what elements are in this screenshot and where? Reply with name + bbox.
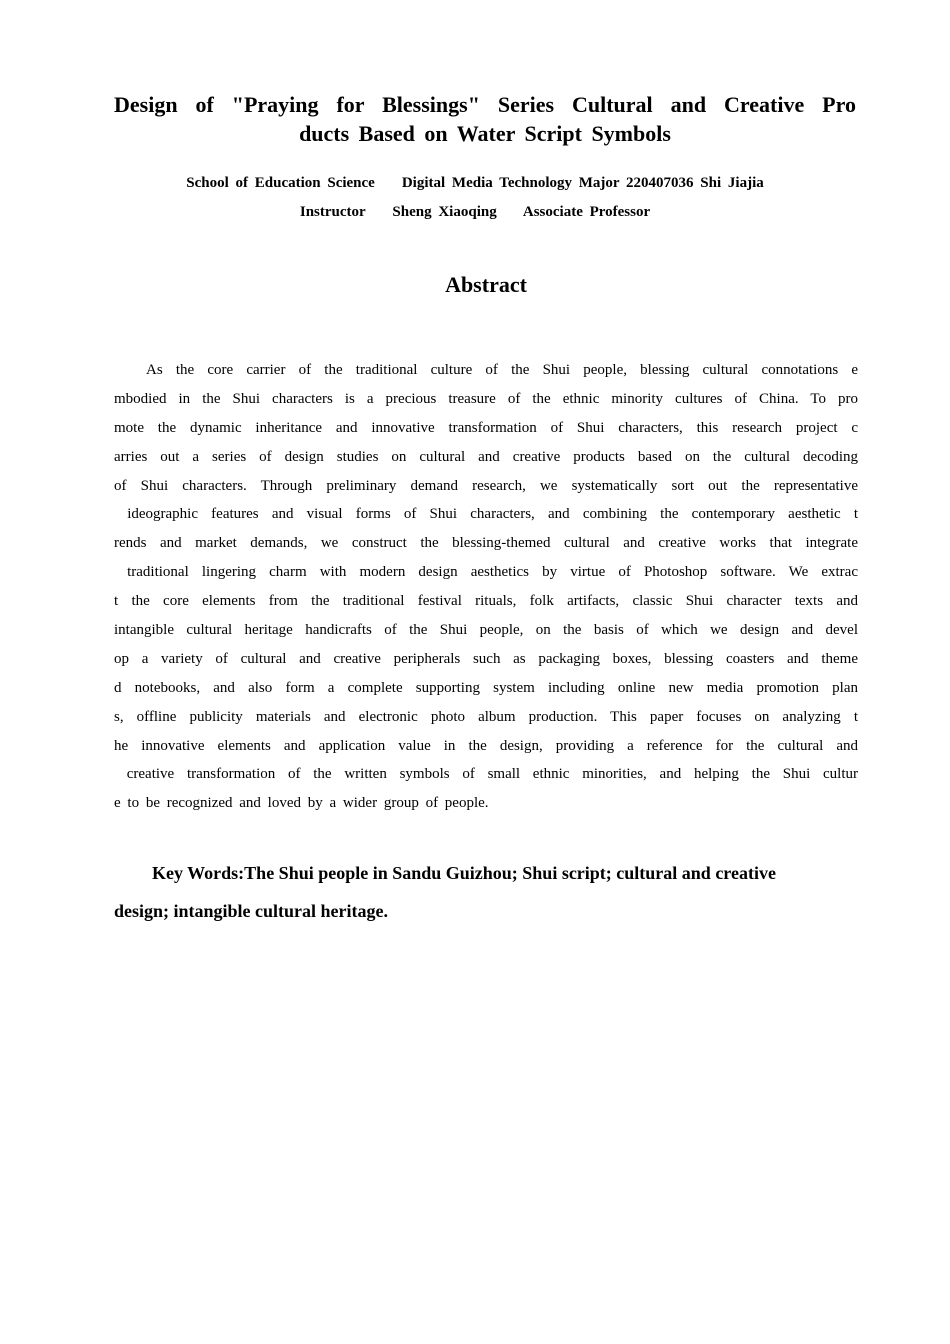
abstract-text <box>114 356 858 818</box>
abstract-line: As the core carrier of the traditional culture of the Shui people, blessing cultural connotations e <box>146 362 858 378</box>
instructor-info: Instructor Sheng Xiaoqing Associate Professor <box>299 204 651 220</box>
abstract-line: e to be recognized and loved by a wider group of people. <box>114 795 489 812</box>
keywords <box>114 854 858 930</box>
abstract-line: creative transformation of the written symbols of small ethnic minorities, and helping the Shui cultur <box>114 766 858 783</box>
paper-title-line-1: Design of "Praying for Blessings" Series Cultural and Creative Pro <box>114 92 856 117</box>
paper-title-line-2: ducts Based on Water Script Symbols <box>299 121 671 146</box>
abstract-line: mote the dynamic inheritance and innovative transformation of Shui characters, this research project c <box>114 419 858 436</box>
abstract-line: s, offline publicity materials and electronic photo album production. This paper focuses on analyzing t <box>114 708 858 725</box>
abstract-line: op a variety of cultural and creative peripherals such as packaging boxes, blessing coasters and theme <box>114 650 858 667</box>
abstract-heading: Abstract <box>445 272 527 297</box>
author-affiliation: School of Education Science Digital Media Technology Major 220407036 Shi Jiajia <box>186 175 764 191</box>
abstract-line: intangible cultural heritage handicrafts of the Shui people, on the basis of which we design and devel <box>114 622 858 639</box>
abstract-line: traditional lingering charm with modern design aesthetics by virtue of Photoshop software. We extrac <box>114 564 858 581</box>
keywords-line-1: Key Words:The Shui people in Sandu Guizhou; Shui script; cultural and creative <box>152 863 776 883</box>
abstract-line: ideographic features and visual forms of Shui characters, and combining the contemporary aesthetic t <box>114 506 858 523</box>
keywords-line-2: design; intangible cultural heritage. <box>114 901 388 921</box>
abstract-line: he innovative elements and application value in the design, providing a reference for the cultural and <box>114 737 858 754</box>
paper-title <box>114 90 856 148</box>
abstract-line: t the core elements from the traditional festival rituals, folk artifacts, classic Shui character texts and <box>114 593 858 610</box>
abstract-line: rends and market demands, we construct the blessing-themed cultural and creative works that integrate <box>114 535 858 552</box>
abstract-line: of Shui characters. Through preliminary demand research, we systematically sort out the representative <box>114 477 858 494</box>
abstract-line: d notebooks, and also form a complete supporting system including online new media promotion plan <box>114 679 858 696</box>
abstract-line: arries out a series of design studies on cultural and creative products based on the cultural decoding <box>114 448 858 465</box>
abstract-line: mbodied in the Shui characters is a precious treasure of the ethnic minority cultures of China. To pro <box>114 390 858 407</box>
